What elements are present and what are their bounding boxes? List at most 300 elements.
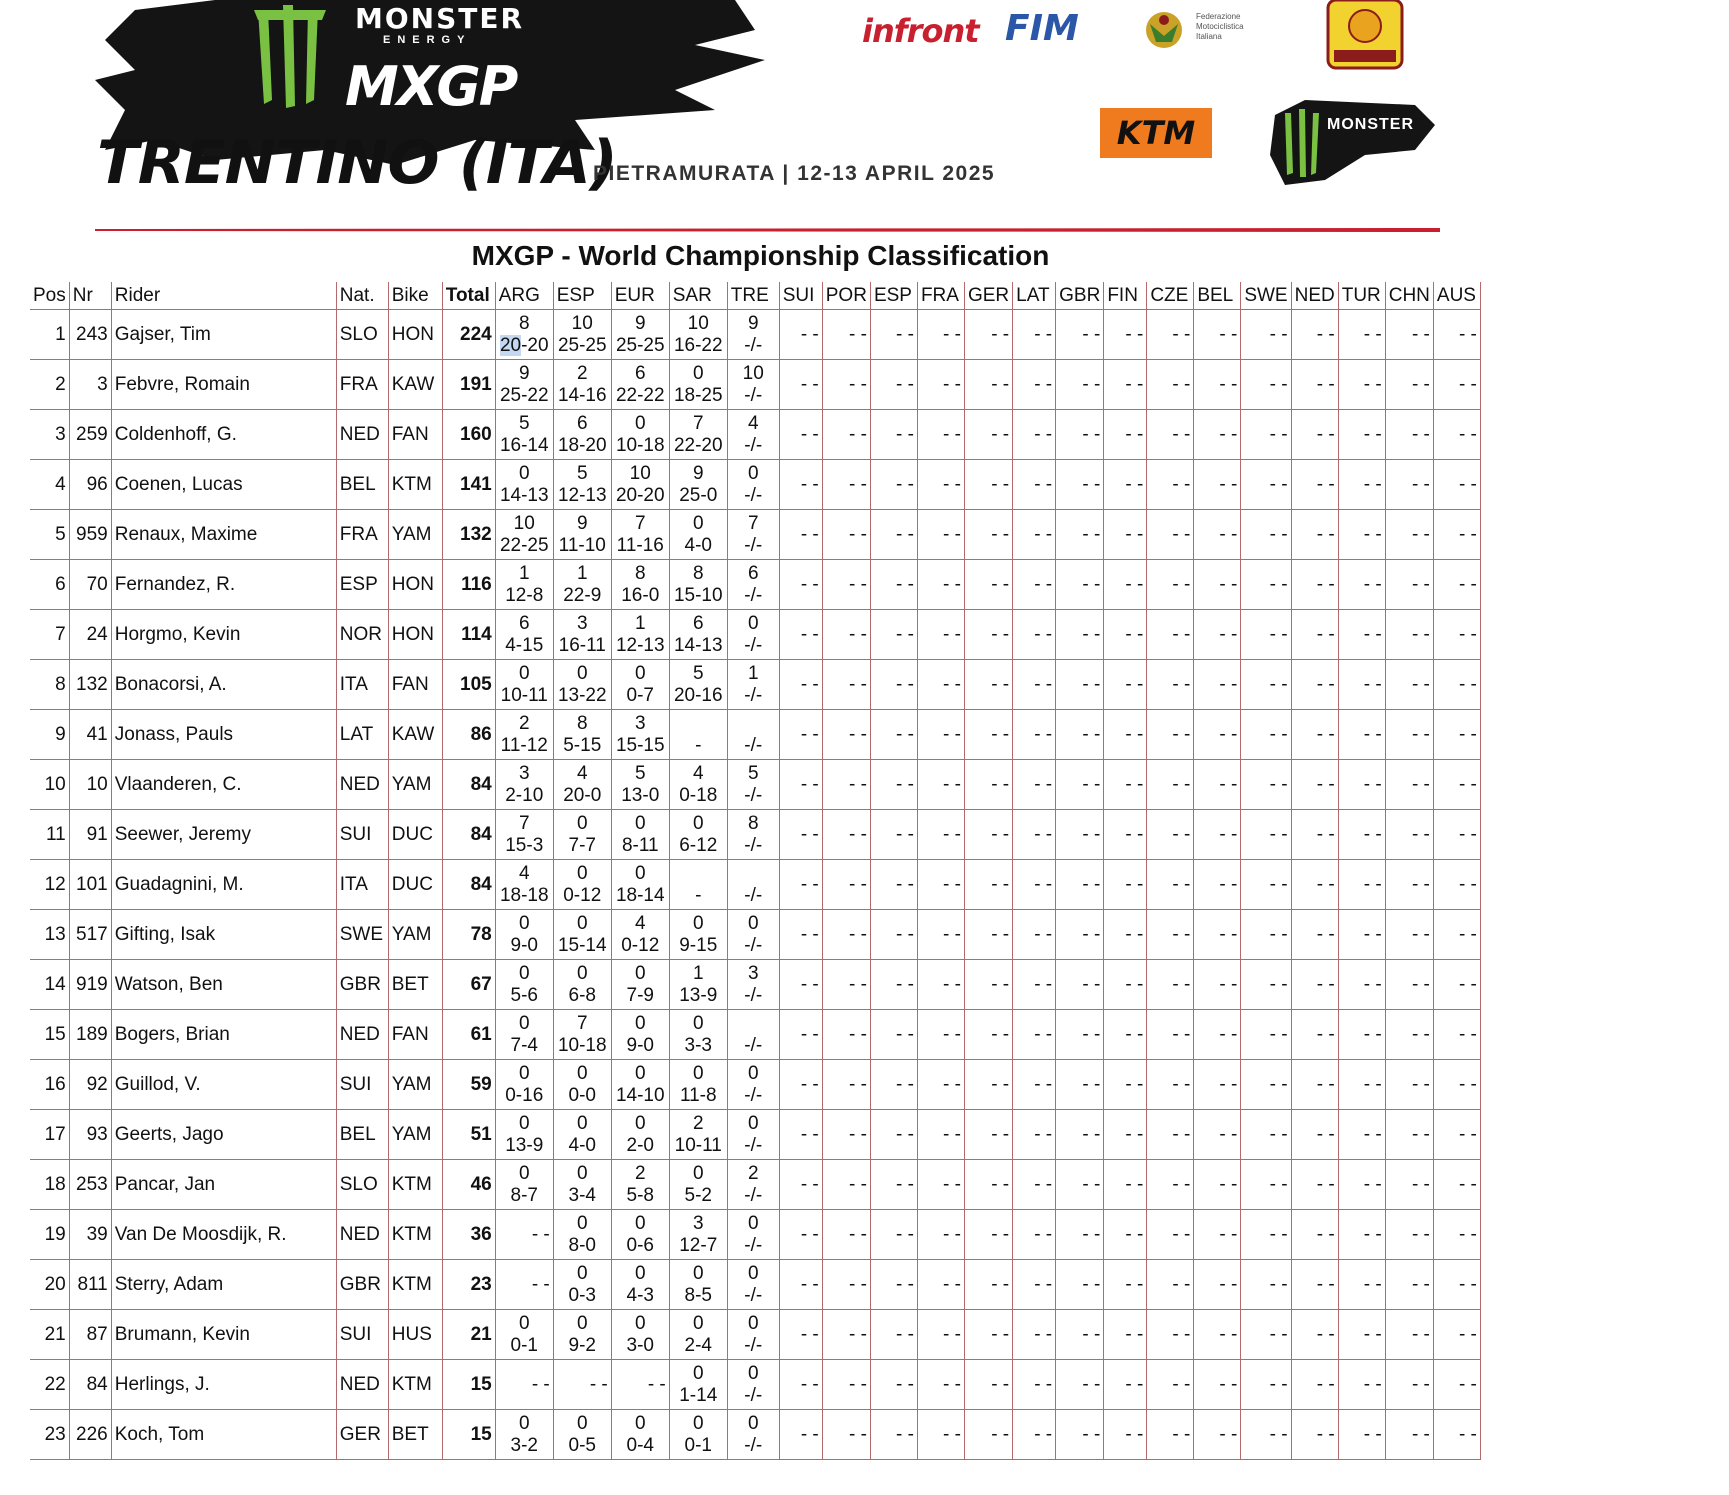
heat-results: 15-15 <box>615 734 665 756</box>
empty-round-cell: - - <box>870 710 917 760</box>
round-result-cell <box>727 1360 779 1410</box>
column-header: ESP <box>870 282 917 310</box>
rider-name-cell: Koch, Tom <box>111 1410 336 1460</box>
round-points: 0 <box>576 1162 588 1184</box>
heat-results: 11-12 <box>500 734 548 756</box>
empty-round-cell: - - <box>822 910 870 960</box>
round-result-cell <box>611 560 669 610</box>
round-points: 0 <box>634 1262 646 1284</box>
classification-table <box>30 282 1481 1460</box>
rider-number-cell: 92 <box>69 1060 111 1110</box>
round-result-cell <box>669 760 727 810</box>
rider-name-cell: Vlaanderen, C. <box>111 760 336 810</box>
bike-cell: HON <box>388 310 442 360</box>
round-result-cell <box>727 360 779 410</box>
round-result-cell <box>669 1160 727 1210</box>
round-points: 10 <box>629 462 651 484</box>
empty-round-cell: - - <box>1194 760 1241 810</box>
nationality-cell: SUI <box>336 1310 388 1360</box>
empty-round-cell: - - <box>964 510 1012 560</box>
column-header: TUR <box>1338 282 1385 310</box>
heat-results: 11-16 <box>616 534 664 556</box>
empty-round-cell: - - <box>964 1310 1012 1360</box>
heat-results: 13-22 <box>557 684 607 706</box>
empty-round-cell: - - <box>1013 1060 1056 1110</box>
empty-round-cell: - - <box>1241 1110 1291 1160</box>
empty-round-cell: - - <box>870 510 917 560</box>
round-points: 3 <box>576 612 588 634</box>
empty-round-cell: - - <box>1385 1410 1433 1460</box>
round-result-cell <box>669 1060 727 1110</box>
total-points-cell: 160 <box>442 410 495 460</box>
empty-round-cell: - - <box>964 410 1012 460</box>
nationality-cell: SLO <box>336 310 388 360</box>
heat-results: -/- <box>744 1334 763 1356</box>
heat-results: 16-14 <box>499 434 549 456</box>
round-points: 6 <box>576 412 588 434</box>
empty-round-cell: - - <box>1056 960 1104 1010</box>
heat-results: 3-0 <box>626 1334 654 1356</box>
empty-round-cell: - - <box>1194 1410 1241 1460</box>
fmi-wordmark: Federazione Motociclistica Italiana <box>1196 12 1244 41</box>
round-result-cell <box>553 960 611 1010</box>
empty-round-cell: - - <box>1013 410 1056 460</box>
round-points: 9 <box>518 362 530 384</box>
table-row <box>30 510 1480 560</box>
round-result-cell <box>553 310 611 360</box>
round-points: 0 <box>576 862 588 884</box>
empty-round-cell: - - <box>1338 1210 1385 1260</box>
position-cell: 3 <box>30 410 69 460</box>
empty-round-cell: - - <box>1385 310 1433 360</box>
empty-round-cell: - - <box>1194 510 1241 560</box>
bike-cell: BET <box>388 960 442 1010</box>
heat-results: 13-0 <box>621 784 660 806</box>
empty-round-cell: - - <box>870 1210 917 1260</box>
empty-round-cell: - - <box>1194 1010 1241 1060</box>
round-points: 1 <box>747 662 759 684</box>
empty-round-cell: - - <box>1241 660 1291 710</box>
round-points: 0 <box>747 1212 759 1234</box>
table-header-row <box>30 282 1480 310</box>
rider-name-cell: Seewer, Jeremy <box>111 810 336 860</box>
position-cell: 4 <box>30 460 69 510</box>
round-points: 0 <box>576 1062 588 1084</box>
empty-round-cell: - - <box>1385 1210 1433 1260</box>
round-points: 2 <box>634 1162 646 1184</box>
total-points-cell: 114 <box>442 610 495 660</box>
empty-round-cell: - - <box>1433 960 1480 1010</box>
empty-round-cell: - - <box>964 1210 1012 1260</box>
empty-round-cell: - - <box>1338 960 1385 1010</box>
round-points: 3 <box>518 762 530 784</box>
round-result-cell <box>611 860 669 910</box>
empty-round-cell: - - <box>1194 710 1241 760</box>
table-row <box>30 410 1480 460</box>
empty-round-cell: - - <box>1013 860 1056 910</box>
round-points: 8 <box>518 312 530 334</box>
empty-round-cell: - - <box>1338 560 1385 610</box>
round-points: 0 <box>518 1012 530 1034</box>
round-result-cell <box>553 1310 611 1360</box>
round-points: 4 <box>576 762 588 784</box>
bike-cell: KTM <box>388 1360 442 1410</box>
heat-results: 9-0 <box>626 1034 654 1056</box>
round-points: 6 <box>634 362 646 384</box>
empty-round-cell: - - <box>964 760 1012 810</box>
empty-round-cell: - - <box>917 610 964 660</box>
round-points: 0 <box>634 412 646 434</box>
round-result-cell <box>727 660 779 710</box>
empty-round-cell: - - <box>964 860 1012 910</box>
empty-round-cell: - - <box>1291 560 1338 610</box>
empty-round-cell: - - <box>1291 1310 1338 1360</box>
empty-round-cell: - - <box>1013 560 1056 610</box>
round-result-cell <box>611 360 669 410</box>
total-points-cell: 224 <box>442 310 495 360</box>
round-result-cell <box>553 910 611 960</box>
round-result-cell <box>553 560 611 610</box>
round-points: 1 <box>576 562 588 584</box>
empty-round-cell: - - <box>1385 1360 1433 1410</box>
heat-results: 18-18 <box>499 884 549 906</box>
empty-round-cell: - - <box>964 960 1012 1010</box>
empty-round-cell: - - <box>964 810 1012 860</box>
heat-results: 10-18 <box>615 434 665 456</box>
empty-round-cell: - - <box>1433 760 1480 810</box>
round-result-cell <box>669 1360 727 1410</box>
round-points: 8 <box>576 712 588 734</box>
nationality-cell: SUI <box>336 810 388 860</box>
rider-number-cell: 39 <box>69 1210 111 1260</box>
empty-round-cell: - - <box>1385 760 1433 810</box>
heat-results: -/- <box>744 934 763 956</box>
round-points: 0 <box>692 512 704 534</box>
empty-round-cell: - - <box>1291 1210 1338 1260</box>
total-points-cell: 61 <box>442 1010 495 1060</box>
round-points: 0 <box>747 912 759 934</box>
empty-round-cell: - - <box>779 710 822 760</box>
empty-round-cell: - - <box>1194 1060 1241 1110</box>
empty-round-cell: - - <box>1291 810 1338 860</box>
heat-results: -/- <box>744 1284 763 1306</box>
empty-round-cell: - - <box>1056 510 1104 560</box>
empty-round-cell: - - <box>779 1160 822 1210</box>
empty-round-cell: - - <box>1241 710 1291 760</box>
rider-number-cell: 189 <box>69 1010 111 1060</box>
empty-round-cell: - - <box>964 560 1012 610</box>
empty-round-cell: - - <box>917 1410 964 1460</box>
empty-round-cell: - - <box>1194 360 1241 410</box>
empty-round-cell: - - <box>1241 1210 1291 1260</box>
empty-round-cell: - - <box>1194 660 1241 710</box>
round-result-cell <box>669 510 727 560</box>
empty-round-cell: - - <box>1241 560 1291 610</box>
round-points: 7 <box>518 812 530 834</box>
empty-round-cell: - - <box>917 1210 964 1260</box>
total-points-cell: 15 <box>442 1360 495 1410</box>
empty-round-cell: - - <box>1385 910 1433 960</box>
nationality-cell: NED <box>336 410 388 460</box>
empty-round-cell: - - <box>1056 910 1104 960</box>
total-points-cell: 116 <box>442 560 495 610</box>
empty-round-cell: - - <box>917 310 964 360</box>
rider-number-cell: 96 <box>69 460 111 510</box>
empty-round-cell: - - <box>1104 1260 1147 1310</box>
empty-round-cell: - - <box>1104 410 1147 460</box>
empty-round-cell: - - <box>870 810 917 860</box>
bike-cell: YAM <box>388 510 442 560</box>
round-result-cell <box>553 1160 611 1210</box>
ktm-logo: KTM <box>1100 108 1212 158</box>
table-row <box>30 910 1480 960</box>
heat-results: 18-25 <box>673 384 723 406</box>
round-result-cell <box>727 1410 779 1460</box>
empty-round-cell: - - <box>1433 710 1480 760</box>
round-points: 0 <box>692 1412 704 1434</box>
round-result-cell <box>495 910 553 960</box>
round-result-cell <box>727 510 779 560</box>
heat-results: 10-11 <box>674 1134 722 1156</box>
bike-cell: KTM <box>388 1160 442 1210</box>
empty-round-cell: - - <box>1433 660 1480 710</box>
heat-results: 0-6 <box>626 1234 654 1256</box>
empty-round-cell: - - <box>1013 1010 1056 1060</box>
heat-results: 16-22 <box>673 334 723 356</box>
round-points: 0 <box>518 1112 530 1134</box>
rider-number-cell: 226 <box>69 1410 111 1460</box>
column-header: GER <box>964 282 1012 310</box>
heat-results: -/- <box>744 334 763 356</box>
empty-round-cell: - - <box>1104 1010 1147 1060</box>
empty-round-cell: - - <box>779 510 822 560</box>
empty-round-cell: - - <box>917 960 964 1010</box>
round-points: 0 <box>576 1212 588 1234</box>
round-points: 9 <box>747 312 759 334</box>
round-points: 0 <box>518 912 530 934</box>
heat-results: -/- <box>744 534 763 556</box>
empty-round-cell: - - <box>1291 1360 1338 1410</box>
empty-round-cell: - - <box>822 410 870 460</box>
empty-round-cell: - - <box>1013 1110 1056 1160</box>
heat-results: - <box>695 884 702 906</box>
nationality-cell: SLO <box>336 1160 388 1210</box>
empty-round-cell: - - <box>1385 960 1433 1010</box>
total-points-cell: 86 <box>442 710 495 760</box>
empty-round-cell: - - <box>1433 360 1480 410</box>
empty-round-cell: - - <box>1241 610 1291 660</box>
heat-results: 0-4 <box>626 1434 654 1456</box>
empty-round-cell: - - <box>1433 510 1480 560</box>
empty-round-cell: - - <box>822 310 870 360</box>
empty-round-cell: - - <box>1385 1310 1433 1360</box>
empty-round-cell: - - <box>1385 1160 1433 1210</box>
position-cell: 15 <box>30 1010 69 1060</box>
rider-number-cell: 959 <box>69 510 111 560</box>
bike-cell: YAM <box>388 1060 442 1110</box>
round-points: 9 <box>692 462 704 484</box>
empty-round-cell: - - <box>1338 410 1385 460</box>
page-title: MXGP - World Championship Classification <box>471 240 1050 271</box>
heat-results: 16-0 <box>621 584 660 606</box>
mxgp-logo-text: MXGP <box>345 55 517 118</box>
nationality-cell: NOR <box>336 610 388 660</box>
event-banner <box>0 0 1729 240</box>
empty-round-cell: - - <box>917 860 964 910</box>
mxgp-logo <box>345 55 516 118</box>
empty-round-cell: - - <box>822 1060 870 1110</box>
empty-round-cell: - - <box>1104 1060 1147 1110</box>
round-result-cell <box>495 1160 553 1210</box>
rider-name-cell: Van De Moosdijk, R. <box>111 1210 336 1260</box>
heat-results: -/- <box>744 784 763 806</box>
empty-round-cell: - - <box>1291 860 1338 910</box>
empty-round-cell: - - <box>1291 1260 1338 1310</box>
nationality-cell: SWE <box>336 910 388 960</box>
empty-round-cell: - - <box>1338 1260 1385 1310</box>
rider-number-cell: 24 <box>69 610 111 660</box>
column-header: ESP <box>553 282 611 310</box>
empty-round-cell: - - <box>1104 710 1147 760</box>
empty-round-cell: - - <box>1385 1060 1433 1110</box>
empty-round-cell: - - <box>917 1260 964 1310</box>
round-points: 5 <box>747 762 759 784</box>
round-result-cell <box>669 660 727 710</box>
round-result-cell <box>669 1260 727 1310</box>
round-result-cell <box>611 1160 669 1210</box>
position-cell: 8 <box>30 660 69 710</box>
round-result-cell <box>727 1310 779 1360</box>
heat-results: -/- <box>744 734 763 756</box>
round-result-cell <box>495 1310 553 1360</box>
empty-round-cell: - - <box>1385 1260 1433 1310</box>
round-points: 0 <box>692 812 704 834</box>
empty-round-cell: - - <box>1056 1160 1104 1210</box>
round-points: 4 <box>747 412 759 434</box>
empty-round-cell: - - <box>1241 1310 1291 1360</box>
empty-round-cell: - - <box>1147 1410 1194 1460</box>
empty-round-cell: - - <box>1291 410 1338 460</box>
empty-round-cell: - - <box>1013 1160 1056 1210</box>
empty-round-cell: - - <box>917 560 964 610</box>
empty-round-cell: - - <box>1056 360 1104 410</box>
heat-results: 8-5 <box>684 1284 712 1306</box>
heat-results: 0-16 <box>505 1084 544 1106</box>
heat-results: 2-10 <box>505 784 544 806</box>
round-result-cell: - - <box>495 1360 553 1410</box>
total-points-cell: 141 <box>442 460 495 510</box>
position-cell: 20 <box>30 1260 69 1310</box>
empty-round-cell: - - <box>964 1260 1012 1310</box>
rider-name-cell: Fernandez, R. <box>111 560 336 610</box>
rider-name-cell: Gajser, Tim <box>111 310 336 360</box>
empty-round-cell: - - <box>1338 1110 1385 1160</box>
empty-round-cell: - - <box>1194 1160 1241 1210</box>
round-result-cell <box>611 1010 669 1060</box>
round-points: 2 <box>518 712 530 734</box>
heat-results: 16-11 <box>558 634 606 656</box>
heat-results: 12-13 <box>557 484 607 506</box>
empty-round-cell: - - <box>1241 760 1291 810</box>
rider-number-cell: 87 <box>69 1310 111 1360</box>
empty-round-cell: - - <box>917 410 964 460</box>
empty-round-cell: - - <box>1194 1310 1241 1360</box>
nationality-cell: GER <box>336 1410 388 1460</box>
empty-round-cell: - - <box>1338 1010 1385 1060</box>
column-header: SWE <box>1241 282 1291 310</box>
column-header: BEL <box>1194 282 1241 310</box>
empty-round-cell: - - <box>1385 860 1433 910</box>
empty-round-cell: - - <box>1194 1260 1241 1310</box>
rider-name-cell: Coldenhoff, G. <box>111 410 336 460</box>
heat-results: 8-0 <box>568 1234 596 1256</box>
empty-round-cell: - - <box>1291 1110 1338 1160</box>
empty-round-cell: - - <box>964 1410 1012 1460</box>
empty-round-cell: - - <box>822 810 870 860</box>
empty-round-cell: - - <box>1194 960 1241 1010</box>
round-result-cell <box>553 860 611 910</box>
empty-round-cell: - - <box>822 460 870 510</box>
round-result-cell <box>495 860 553 910</box>
heat-results: 0-18 <box>679 784 718 806</box>
heat-results: -/- <box>744 884 763 906</box>
round-points: 0 <box>692 1312 704 1334</box>
round-points: 7 <box>576 1012 588 1034</box>
empty-round-cell: - - <box>1241 1160 1291 1210</box>
heat-results: 0-0 <box>568 1084 596 1106</box>
empty-round-cell: - - <box>1104 760 1147 810</box>
empty-round-cell: - - <box>870 1310 917 1360</box>
empty-round-cell: - - <box>1147 1110 1194 1160</box>
position-cell: 2 <box>30 360 69 410</box>
empty-round-cell: - - <box>1194 610 1241 660</box>
heat-results: -/- <box>744 1434 763 1456</box>
empty-round-cell: - - <box>1104 810 1147 860</box>
position-cell: 6 <box>30 560 69 610</box>
round-result-cell <box>669 410 727 460</box>
round-points: 7 <box>634 512 646 534</box>
round-points <box>731 713 776 735</box>
empty-round-cell: - - <box>1194 860 1241 910</box>
empty-round-cell: - - <box>1291 310 1338 360</box>
round-points: 7 <box>692 412 704 434</box>
empty-round-cell: - - <box>1433 810 1480 860</box>
round-result-cell: - - <box>495 1210 553 1260</box>
event-name: TRENTINO (ITA) <box>97 128 617 198</box>
empty-round-cell: - - <box>1241 1360 1291 1410</box>
heat-results: 14-13 <box>499 484 549 506</box>
rider-name-cell: Bonacorsi, A. <box>111 660 336 710</box>
heat-results: 25-22 <box>499 384 549 406</box>
position-cell: 13 <box>30 910 69 960</box>
total-points-cell: 67 <box>442 960 495 1010</box>
empty-round-cell: - - <box>1194 1210 1241 1260</box>
round-points: 10 <box>571 312 593 334</box>
empty-round-cell: - - <box>1194 1360 1241 1410</box>
empty-round-cell: - - <box>964 1160 1012 1210</box>
nationality-cell: ITA <box>336 660 388 710</box>
empty-round-cell: - - <box>870 1110 917 1160</box>
empty-round-cell: - - <box>1104 960 1147 1010</box>
heat-results: 22-9 <box>563 584 602 606</box>
empty-round-cell: - - <box>1056 610 1104 660</box>
heat-results: 10-11 <box>500 684 548 706</box>
empty-round-cell: - - <box>1385 410 1433 460</box>
empty-round-cell: - - <box>964 710 1012 760</box>
empty-round-cell: - - <box>1241 960 1291 1010</box>
table-row <box>30 960 1480 1010</box>
empty-round-cell: - - <box>1385 660 1433 710</box>
